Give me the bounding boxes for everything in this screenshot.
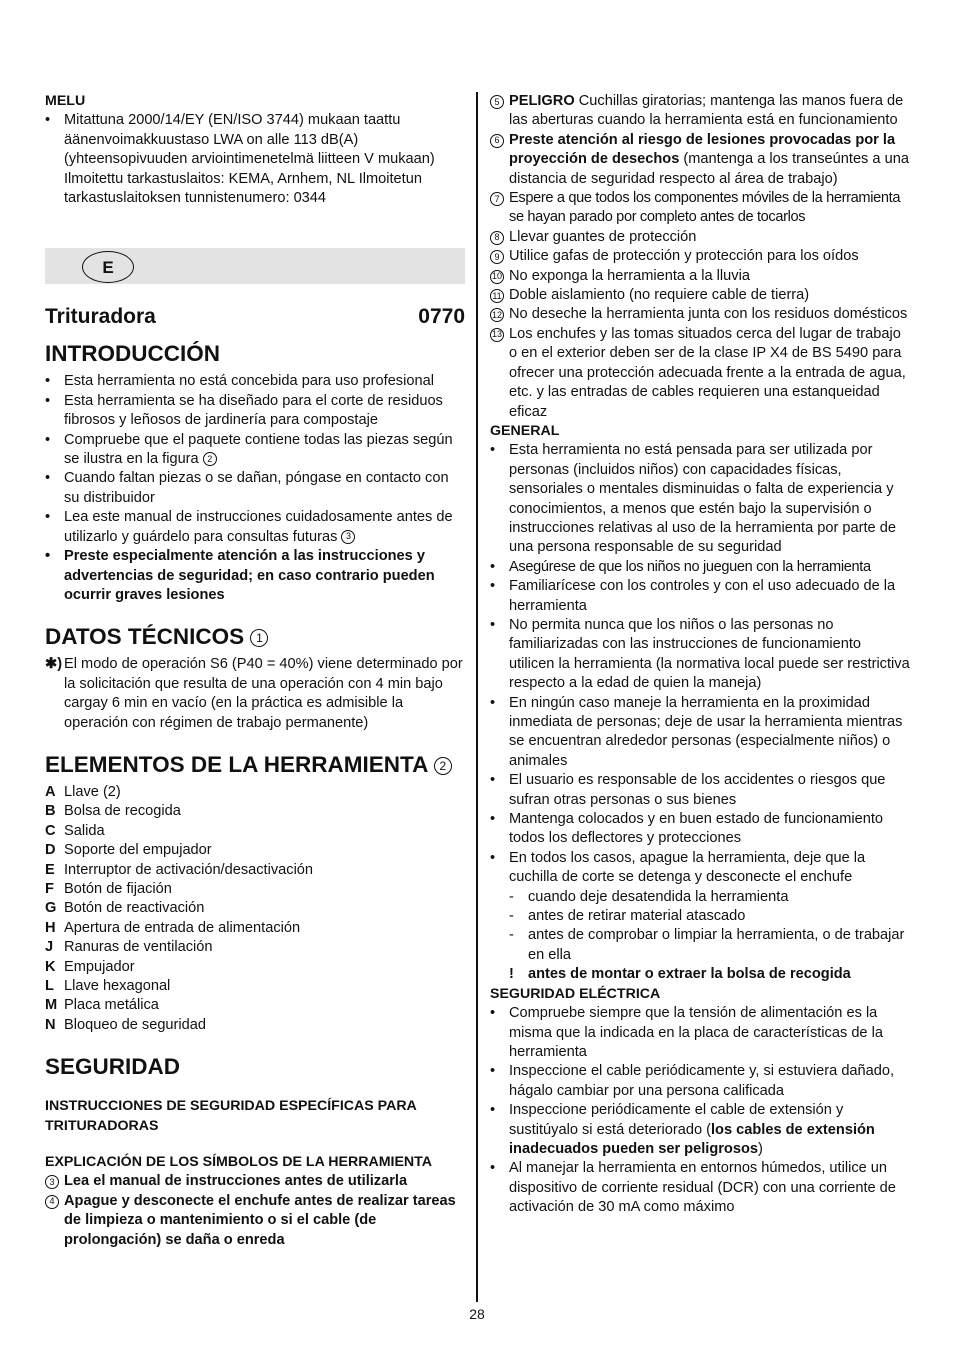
- symbol-number-circle: 5: [490, 95, 504, 109]
- figure-ref-circle: 1: [250, 629, 268, 647]
- symbol-number-circle: 4: [45, 1195, 59, 1209]
- datos-note: ✱) El modo de operación S6 (P40 = 40%) viene determinado por la solicitación que resulta de una operación con 4 min bajo cargay 6 min en vacío (en la práctica es admisible la operación con régimen de trabajo permanente): [45, 656, 463, 731]
- list-item: • No permita nunca que los niños o las personas no familiarizadas con las instrucciones de funcionamiento utilicen la herramienta (la normativa local puede ser restrictiva respecto a la edad de quien la maneja): [490, 616, 910, 694]
- list-item: D Soporte del empujador: [45, 842, 212, 859]
- list-item: • Mantenga colocados y en buen estado de funcionamiento todos los deflectores y protecciones: [490, 810, 910, 849]
- elementos-title: ELEMENTOS DE LA HERRAMIENTA 2: [45, 751, 465, 779]
- list-item: L Llave hexagonal: [45, 978, 171, 994]
- electrica-list: [490, 1004, 910, 1217]
- melu-list: [45, 111, 465, 208]
- page-number: 28: [469, 1306, 485, 1322]
- symbol-number-circle: 3: [45, 1175, 59, 1189]
- list-item: • Asegúrese de que los niños no jueguen con la herramienta: [490, 558, 910, 577]
- symbol-item: 8 Llevar guantes de protección: [490, 228, 910, 247]
- product-code: 0770: [418, 305, 465, 329]
- asterisk-icon: ✱): [45, 656, 63, 673]
- list-item: E Interruptor de activación/desactivación: [45, 861, 314, 878]
- list-item: B Bolsa de recogida: [45, 803, 181, 820]
- symbol-number-circle: 10: [490, 270, 504, 284]
- symbol-number-circle: 9: [490, 250, 504, 264]
- sub-list-item: - antes de comprobar o limpiar la herramienta, o de trabajar en ella: [490, 926, 910, 965]
- right-column: [490, 92, 910, 1218]
- symbol-item: 6 Preste atención al riesgo de lesiones provocadas por la proyección de desechos (mantenga a los transeúntes a una distancia de seguridad respecto al área de trabajo): [490, 131, 910, 189]
- list-item: • Cuando faltan piezas o se dañan, póngase en contacto con su distribuidor: [45, 469, 465, 508]
- figure-ref-circle: 2: [434, 757, 452, 775]
- sub-list-item: - antes de retirar material atascado: [490, 907, 910, 926]
- electrica-heading: SEGURIDAD ELÉCTRICA: [490, 985, 661, 1002]
- list-item: N Bloqueo de seguridad: [45, 1016, 206, 1033]
- symbol-item: 13 Los enchufes y las tomas situados cerca del lugar de trabajo o en el exterior deben ser de la clase IP X4 de BS 5490 para ofrecer una protección adecuada frente a la entrada de agua, etc. y las entradas de cables requieren una estanqueidad eficaz: [491, 325, 906, 420]
- left-column: [45, 92, 465, 1250]
- symbol-number-circle: 11: [490, 289, 504, 303]
- list-item: G Botón de reactivación: [45, 900, 205, 917]
- symbol-item: 5 PELIGRO Cuchillas giratorias; mantenga las manos fuera de las aberturas cuando la herramienta está en funcionamiento: [490, 92, 910, 131]
- list-item: C Salida: [45, 822, 105, 839]
- list-item: • Familiarícese con los controles y con el uso adecuado de la herramienta: [490, 577, 910, 616]
- instr-heading: INSTRUCCIONES DE SEGURIDAD ESPECÍFICAS PARA TRITURADORAS: [45, 1098, 417, 1134]
- list-item: • Lea este manual de instrucciones cuidadosamente antes de utilizarlo y guárdelo para consultas futuras 3: [45, 508, 465, 547]
- language-bar: [45, 248, 465, 284]
- figure-ref-circle: 3: [341, 530, 355, 544]
- product-title-row: [45, 304, 465, 330]
- figure-ref-circle: 2: [203, 452, 217, 466]
- explic-heading: EXPLICACIÓN DE LOS SÍMBOLOS DE LA HERRAMIENTA: [45, 1154, 433, 1171]
- symbol-number-circle: 12: [490, 308, 504, 322]
- sub-list-item: - cuando deje desatendida la herramienta: [490, 888, 910, 907]
- seguridad-title: SEGURIDAD: [45, 1054, 181, 1080]
- symbol-item: 9 Utilice gafas de protección y protección para los oídos: [490, 247, 910, 266]
- warning-item: ! antes de montar o extraer la bolsa de recogida: [490, 965, 910, 984]
- list-item: H Apertura de entrada de alimentación: [45, 919, 301, 936]
- list-item: • Esta herramienta no está pensada para ser utilizada por personas (incluidos niños) con capacidades físicas, sensoriales o mentales disminuidas o falta de experiencia y conocimientos, a menos que estén bajo la supervisión o instrucciones relativas al uso de la herramienta por parte de una persona responsable de su seguridad: [490, 441, 910, 557]
- list-item: • Esta herramienta no está concebida para uso profesional: [45, 372, 465, 391]
- general-list: [490, 441, 910, 984]
- list-item: • En ningún caso maneje la herramienta en la proximidad inmediata de personas; deje de usar la herramienta mientras se encuentran alrededor personas (especialmente niños) o animales: [490, 694, 910, 772]
- melu-heading: MELU: [45, 93, 86, 109]
- list-item: • Inspeccione el cable periódicamente y, si estuviera dañado, hágalo cambiar por una persona calificada: [490, 1062, 910, 1101]
- language-code-badge: E: [82, 251, 134, 283]
- list-item: • Inspeccione periódicamente el cable de extensión y sustitúyalo si está deteriorado (los cables de extensión inadecuados pueden ser peligrosos): [490, 1101, 910, 1159]
- list-item: J Ranuras de ventilación: [45, 939, 213, 956]
- symbol-item: 10 No exponga la herramienta a la lluvia: [491, 267, 750, 284]
- list-item: • Compruebe siempre que la tensión de alimentación es la misma que la indicada en la placa de características de la herramienta: [490, 1004, 910, 1062]
- symbol-item: 7 Espere a que todos los componentes móviles de la herramienta se hayan parado por completo antes de tocarlos: [490, 189, 910, 228]
- symbol-number-circle: 13: [490, 328, 504, 342]
- list-item: • Compruebe que el paquete contiene todas las piezas según se ilustra en la figura 2: [45, 431, 465, 470]
- column-divider: [476, 92, 478, 1302]
- product-name: Trituradora: [45, 305, 156, 329]
- list-item: • Al manejar la herramienta en entornos húmedos, utilice un dispositivo de corriente residual (DCR) con una corriente de activación de 30 mA como máximo: [490, 1159, 910, 1217]
- symbol-item: 4 Apague y desconecte el enchufe antes de realizar tareas de limpieza o mantenimiento o si el cable (de prolongación) se daña o enreda: [45, 1192, 465, 1250]
- intro-title: INTRODUCCIÓN: [45, 341, 220, 367]
- elementos-list: [45, 783, 465, 1035]
- list-item: • En todos los casos, apague la herramienta, deje que la cuchilla de corte se detenga y desconecte el enchufe: [490, 849, 910, 888]
- list-item-warning: • Preste especialmente atención a las instrucciones y advertencias de seguridad; en caso contrario pueden ocurrir graves lesiones: [45, 547, 465, 605]
- list-item: • Esta herramienta se ha diseñado para el corte de residuos fibrosos y leñosos de jardinería para compostaje: [45, 392, 465, 431]
- list-item: F Botón de fijación: [45, 880, 172, 897]
- symbol-item: 11 Doble aislamiento (no requiere cable de tierra): [490, 286, 910, 305]
- list-item: A Llave (2): [45, 783, 121, 800]
- list-item: K Empujador: [45, 958, 135, 975]
- general-heading: GENERAL: [490, 422, 560, 439]
- symbol-number-circle: 6: [490, 134, 504, 148]
- symbol-item: 12 No deseche la herramienta junta con los residuos domésticos: [491, 306, 908, 323]
- melu-item: • Mitattuna 2000/14/EY (EN/ISO 3744) mukaan taattu äänenvoimakkuustaso LWA on alle 113 dB(A) (yhteensopivuuden arviointimenetelmä liitteen V mukaan) Ilmoitettu tarkastuslaitos: KEMA, Arnhem, NL Ilmoitetun tarkastuslaitoksen tunnistenumero: 0344: [45, 111, 465, 208]
- list-item: M Placa metálica: [45, 997, 159, 1014]
- symbol-number-circle: 7: [490, 192, 504, 206]
- list-item: • El usuario es responsable de los accidentes o riesgos que sufran otras personas o sus bienes: [490, 771, 910, 810]
- intro-list: [45, 372, 465, 605]
- datos-title: DATOS TÉCNICOS 1: [45, 623, 465, 651]
- symbol-item: 3 Lea el manual de instrucciones antes de utilizarla: [45, 1172, 465, 1191]
- symbol-number-circle: 8: [490, 231, 504, 245]
